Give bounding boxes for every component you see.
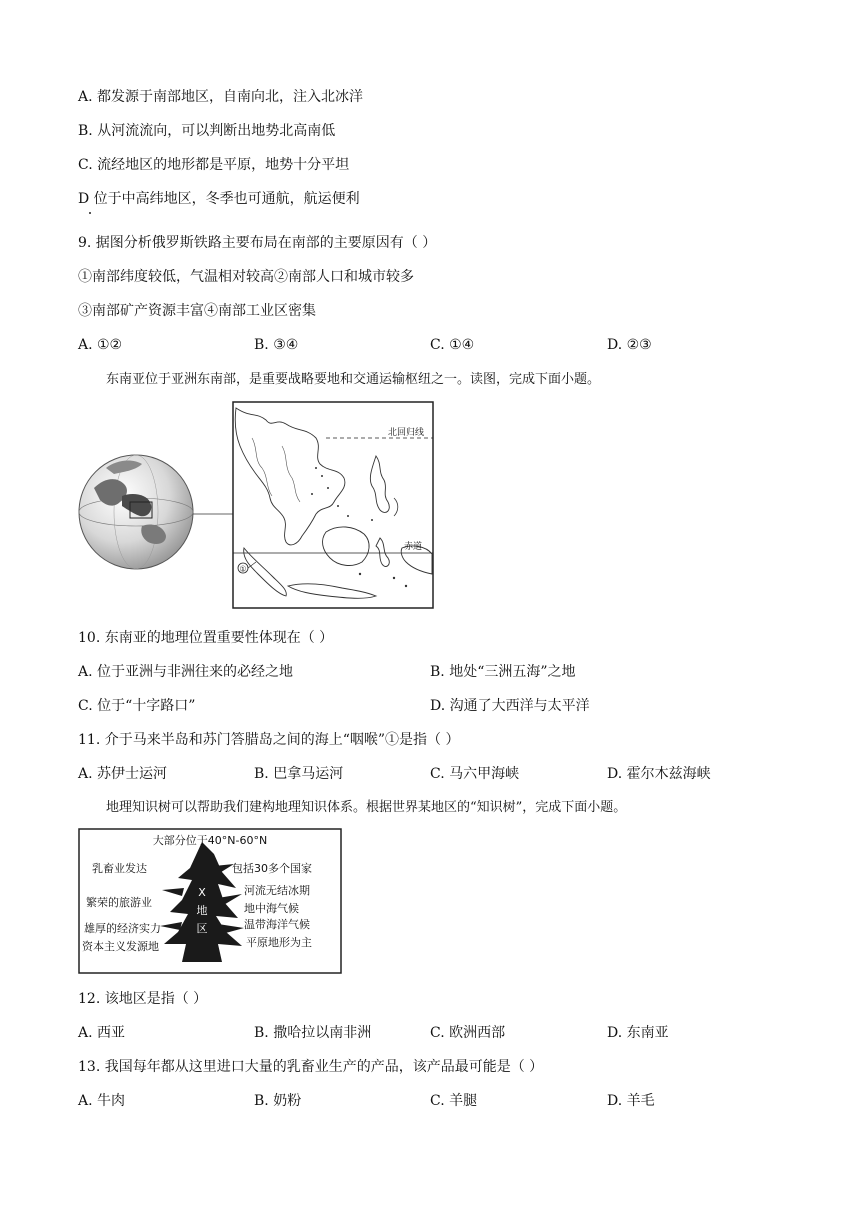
q11-option-b: B. 巴拿马运河 xyxy=(254,766,344,782)
tree-left-4: 资本主义发源地 xyxy=(82,940,159,953)
q10-stem: 10. 东南亚的地理位置重要性体现在（ ） xyxy=(78,630,334,646)
q11-option-a: A. 苏伊士运河 xyxy=(78,766,168,782)
intro-knowledge-tree: 地理知识树可以帮助我们建构地理知识体系。根据世界某地区的“知识树”，完成下面小题。 xyxy=(106,800,627,815)
tree-left-2: 繁荣的旅游业 xyxy=(86,896,152,909)
q12-option-c: C. 欧洲西部 xyxy=(430,1025,506,1041)
q13-option-b: B. 奶粉 xyxy=(254,1093,302,1109)
q9-option-d: D. ②③ xyxy=(607,337,652,353)
strait-marker: ① xyxy=(239,564,247,574)
q13-stem: 13. 我国每年都从这里进口大量的乳畜业生产的产品，该产品最可能是（ ） xyxy=(78,1059,544,1075)
q13-option-d: D. 羊毛 xyxy=(607,1093,655,1109)
q10-option-b: B. 地处“三洲五海”之地 xyxy=(430,664,576,680)
q9-line2: ③南部矿产资源丰富④南部工业区密集 xyxy=(78,303,316,319)
stray-mark xyxy=(89,212,91,214)
southeast-asia-figure xyxy=(76,398,440,614)
q11-option-d: D. 霍尔木兹海峡 xyxy=(607,766,711,782)
q11-stem: 11. 介于马来半岛和苏门答腊岛之间的海上“咽喉”①是指（ ） xyxy=(78,732,460,748)
tree-right-4: 温带海洋气候 xyxy=(244,918,310,931)
tree-left-1: 乳畜业发达 xyxy=(92,862,147,875)
tree-right-1: 包括30多个国家 xyxy=(232,862,312,875)
q10-option-a: A. 位于亚洲与非洲往来的必经之地 xyxy=(78,664,294,680)
q10-option-d: D. 沟通了大西洋与太平洋 xyxy=(430,698,590,714)
q12-option-d: D. 东南亚 xyxy=(607,1025,669,1041)
trunk-char-qu: 区 xyxy=(196,922,208,935)
trunk-char-di: 地 xyxy=(196,904,208,917)
q13-option-c: C. 羊腿 xyxy=(430,1093,478,1109)
knowledge-tree-figure xyxy=(78,828,342,974)
q11-option-c: C. 马六甲海峡 xyxy=(430,766,520,782)
q10-option-c: C. 位于“十字路口” xyxy=(78,698,196,714)
q9-line1: ①南部纬度较低，气温相对较高②南部人口和城市较多 xyxy=(78,269,414,285)
tropic-label: 北回归线 xyxy=(388,428,425,438)
tree-right-5: 平原地形为主 xyxy=(246,936,312,949)
equator-label: 赤道 xyxy=(404,542,423,552)
q9-stem: 9. 据图分析俄罗斯铁路主要布局在南部的主要原因有（ ） xyxy=(78,235,437,251)
trunk-char-x: X xyxy=(198,886,206,899)
globe-icon xyxy=(79,455,193,569)
q9-option-c: C. ①④ xyxy=(430,337,475,353)
q8-option-a: A. 都发源于南部地区，自南向北，注入北冰洋 xyxy=(78,89,364,105)
q8-option-b: B. 从河流流向，可以判断出地势北高南低 xyxy=(78,123,336,139)
tree-top-label: 大部分位于40°N-60°N xyxy=(152,834,268,847)
intro-southeast-asia: 东南亚位于亚洲东南部，是重要战略要地和交通运输枢纽之一。读图，完成下面小题。 xyxy=(106,372,601,387)
q12-stem: 12. 该地区是指（ ） xyxy=(78,991,208,1007)
q13-option-a: A. 牛肉 xyxy=(78,1093,126,1109)
q9-option-a: A. ①② xyxy=(78,337,123,353)
tree-right-2: 河流无结冰期 xyxy=(244,884,310,897)
q8-option-d: D 位于中高纬地区，冬季也可通航，航运便利 xyxy=(78,191,360,207)
q8-option-c: C. 流经地区的地形都是平原，地势十分平坦 xyxy=(78,157,350,173)
tree-right-3: 地中海气候 xyxy=(244,902,299,915)
tree-left-3: 雄厚的经济实力 xyxy=(84,922,161,935)
southeast-asia-map xyxy=(233,402,433,608)
q12-option-b: B. 撒哈拉以南非洲 xyxy=(254,1025,372,1041)
q12-option-a: A. 西亚 xyxy=(78,1025,126,1041)
q9-option-b: B. ③④ xyxy=(254,337,299,353)
